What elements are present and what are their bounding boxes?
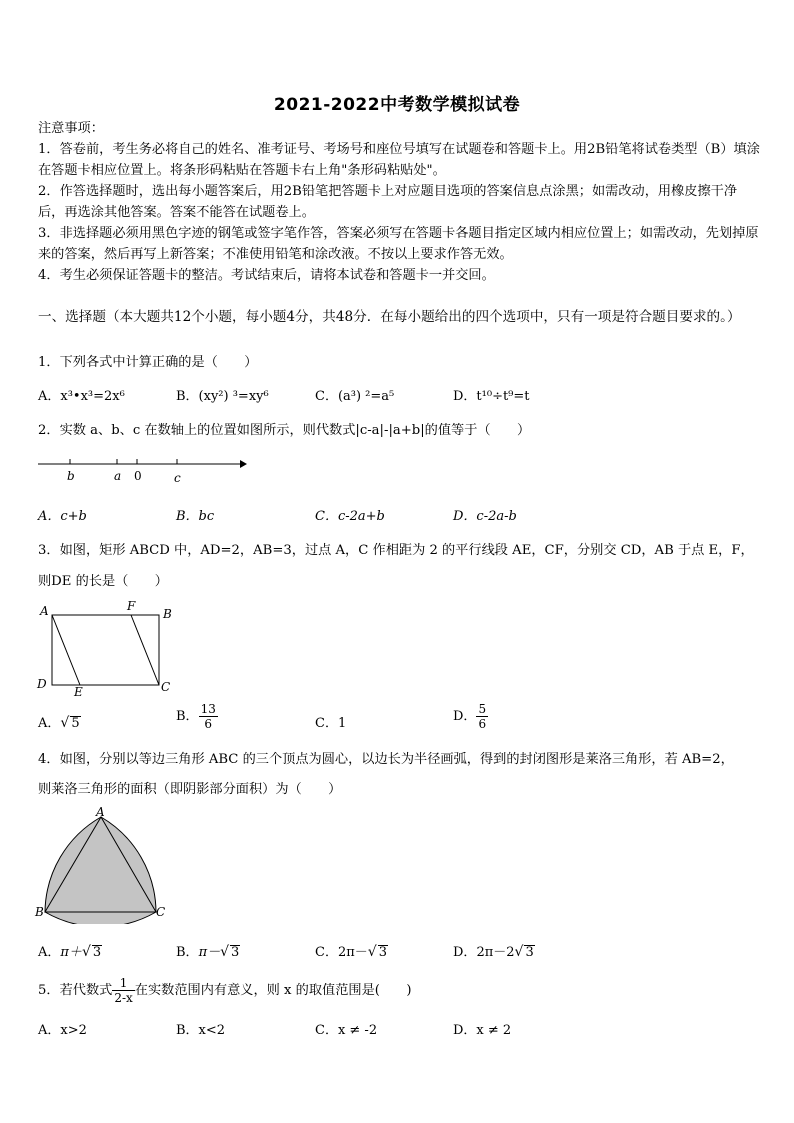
q2-option-c[interactable]: C．c-2a+b <box>315 509 385 524</box>
point-label-c: C <box>161 680 171 694</box>
q3-b-fraction: $\frac{13}{6}$ <box>200 702 216 731</box>
notice-item-2: 2．作答选择题时，选出每小题答案后，用2B铅笔把答题卡上对应题目选项的答案信息点涂黑；如需改动，用橡皮擦干净后，再选涂其他答案。答案不能答在试题卷上。 <box>38 184 738 220</box>
notice-item-1: 1．答卷前，考生务必将自己的姓名、准考证号、考场号和座位号填写在试题卷和答题卡上。用2B铅笔将试卷类型（B）填涂在答题卡相应位置上。将条形码粘贴在答题卡右上角"条形码粘贴处"。 <box>38 142 760 178</box>
axis-label-c: c <box>174 471 181 485</box>
q4-stem-line2: 则莱洛三角形的面积（即阴影部分面积）为（ ） <box>38 782 342 797</box>
axis-label-zero: 0 <box>134 469 142 483</box>
q3-option-c[interactable]: C．1 <box>315 716 347 731</box>
number-line-figure <box>36 452 248 488</box>
q1-option-b[interactable]: B．(xy²) ³=xy⁶ <box>176 389 269 404</box>
q4-option-c[interactable]: C．2π－√ 3 <box>315 944 387 960</box>
q2-option-d[interactable]: D．c-2a-b <box>453 509 517 524</box>
point-label-f: F <box>127 599 136 613</box>
notice-heading: 注意事项： <box>38 121 104 136</box>
q5-option-c[interactable]: C．x ≠ -2 <box>315 1023 378 1038</box>
q5-stem: 5．若代数式 $\frac{1}{2-x}$ 在实数范围内有意义，则 x 的取值范围是( ) <box>38 976 412 1005</box>
q3-stem-line1: 3．如图，矩形 ABCD 中，AD=2，AB=3，过点 A，C 作相距为 2 的平行线段 AE，CF，分别交 CD，AB 于点 E，F， <box>38 543 754 558</box>
point-label-d: D <box>37 677 47 691</box>
q1-option-c[interactable]: C．(a³) ²=a⁵ <box>315 389 395 404</box>
notice-item-3: 3．非选择题必须用黑色字迹的钢笔或签字笔作答，答案必须写在答题卡各题目指定区域内相应位置上；如需改动，先划掉原来的答案，然后再写上新答案；不准使用铅笔和涂改液。不按以上要求作答无效。 <box>38 226 759 262</box>
notice-item-4: 4．考生必须保证答题卡的整洁。考试结束后，请将本试卷和答题卡一并交回。 <box>38 268 495 283</box>
q2-stem: 2．实数 a、b、c 在数轴上的位置如图所示，则代数式|c-a|-|a+b|的值等于（ ） <box>38 423 531 438</box>
q4-option-b[interactable]: B．π－√ 3 <box>176 944 240 960</box>
q3-option-a[interactable]: A．√ 5 <box>38 715 80 731</box>
q3-a-radicand: 5 <box>71 716 80 731</box>
q2-option-a[interactable]: A．c+b <box>38 509 87 524</box>
q5-option-b[interactable]: B．x<2 <box>176 1023 226 1038</box>
point-label-a: A <box>96 805 105 819</box>
point-label-b: B <box>163 607 172 621</box>
axis-label-a: a <box>114 469 122 483</box>
page-title: 2021-2022中考数学模拟试卷 <box>273 95 521 115</box>
q1-stem: 1．下列各式中计算正确的是（ ） <box>38 355 258 370</box>
q2-option-b[interactable]: B．bc <box>176 509 215 524</box>
axis-label-b: b <box>67 469 75 483</box>
q4-option-a[interactable]: A．π＋√ 3 <box>38 944 102 960</box>
q3-d-fraction: $\frac{5}{6}$ <box>478 702 487 731</box>
q1-option-a[interactable]: A．x³•x³=2x⁶ <box>38 389 125 404</box>
q1-option-d[interactable]: D．t¹⁰÷t⁹=t <box>453 389 530 404</box>
q4-option-d[interactable]: D．2π－2√ 3 <box>453 944 534 960</box>
point-label-e: E <box>74 685 83 698</box>
point-label-b: B <box>35 905 44 919</box>
q5-fraction: $\frac{1}{2-x}$ <box>114 976 133 1005</box>
point-label-a: A <box>40 604 49 618</box>
q3-stem-line2: 则DE 的长是（ ） <box>38 574 168 589</box>
q3-option-d[interactable]: D． $\frac{5}{6}$ <box>453 702 487 731</box>
section-heading: 一、选择题（本大题共12个小题，每小题4分，共48分．在每小题给出的四个选项中，只有一项是符合题目要求的。） <box>38 309 741 325</box>
q5-option-a[interactable]: A．x>2 <box>38 1023 87 1038</box>
point-label-c: C <box>156 905 166 919</box>
q5-option-d[interactable]: D．x ≠ 2 <box>453 1023 512 1038</box>
rectangle-figure <box>34 598 180 698</box>
reuleaux-triangle-figure <box>32 804 172 924</box>
q3-option-b[interactable]: B． $\frac{13}{6}$ <box>176 702 216 731</box>
q4-stem-line1: 4．如图，分别以等边三角形 ABC 的三个顶点为圆心，以边长为半径画弧，得到的封闭图形是莱洛三角形，若 AB=2， <box>38 752 734 767</box>
